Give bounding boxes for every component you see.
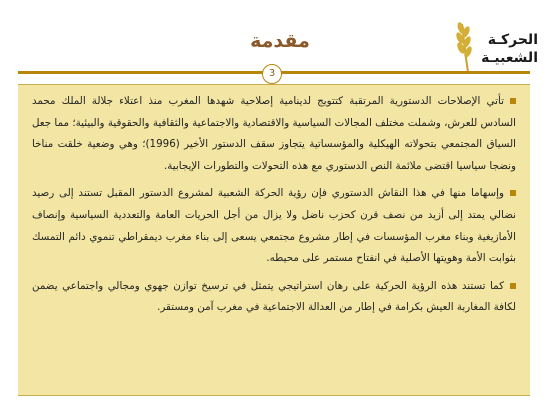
bullet-icon bbox=[510, 190, 516, 196]
paragraph-2-text: وإسهاما منها في هذا النقاش الدستوري فإن رؤية الحركة الشعبية لمشروع الدستور المقبل تستند إلى رصيد نضالي يمتد إلى أزيد من نصف قرن كحزب ناضل ولا يزال من أجل الحريات العامة والتعددية السياسية وإنصاف الأمازيغية وبناء مغرب المؤسسات في إطار مشروع مجتمعي يسعى إلى بناء مغرب ديمقراطي تنموي دائم التمسك بثوابت الأمة وهويتها الأصلية في انفتاح مستمر على محيطه. bbox=[32, 187, 516, 265]
bullet-icon bbox=[510, 98, 516, 104]
bullet-icon bbox=[510, 283, 516, 289]
wheat-icon bbox=[452, 18, 482, 74]
slide-title: مقدمة bbox=[250, 30, 310, 52]
party-logo bbox=[452, 18, 542, 74]
logo-text-line1: الحركـة bbox=[487, 32, 538, 48]
paragraph-2 bbox=[32, 183, 516, 269]
page-number: 3 bbox=[262, 64, 282, 84]
content-box bbox=[18, 84, 530, 396]
paragraph-3-text: كما تستند هذه الرؤية الحركية على رهان استراتيجي يتمثل في ترسيخ توازن جهوي ومجالي واجتماعي يضمن لكافة المغاربة العيش بكرامة في إطار من العدالة الاجتماعية في مغرب آمن ومستقر. bbox=[32, 279, 516, 314]
paragraph-1 bbox=[32, 91, 516, 177]
paragraph-3 bbox=[32, 276, 516, 319]
paragraph-1-text: تأتي الإصلاحات الدستورية المرتقبة كتتويج لدينامية إصلاحية شهدها المغرب منذ اعتلاء جلالة الملك محمد السادس للعرش، وشملت مختلف المجالات السياسية والاقتصادية والاجتماعية والثقافية والحقوقية والبيئية؛ مما جعل السياق المجتمعي بتحولاته الهيكلية والمؤسساتية يتجاوز سقف الدستور الأخير (1996)؛ وهي وضعية خلقت مناخا ونضجا سياسيا اقتضى ملائمة النص الدستوري مع هذه التحولات والتطورات الإيجابية. bbox=[32, 95, 516, 172]
logo-text-line2: الشعبيـة bbox=[481, 50, 538, 66]
